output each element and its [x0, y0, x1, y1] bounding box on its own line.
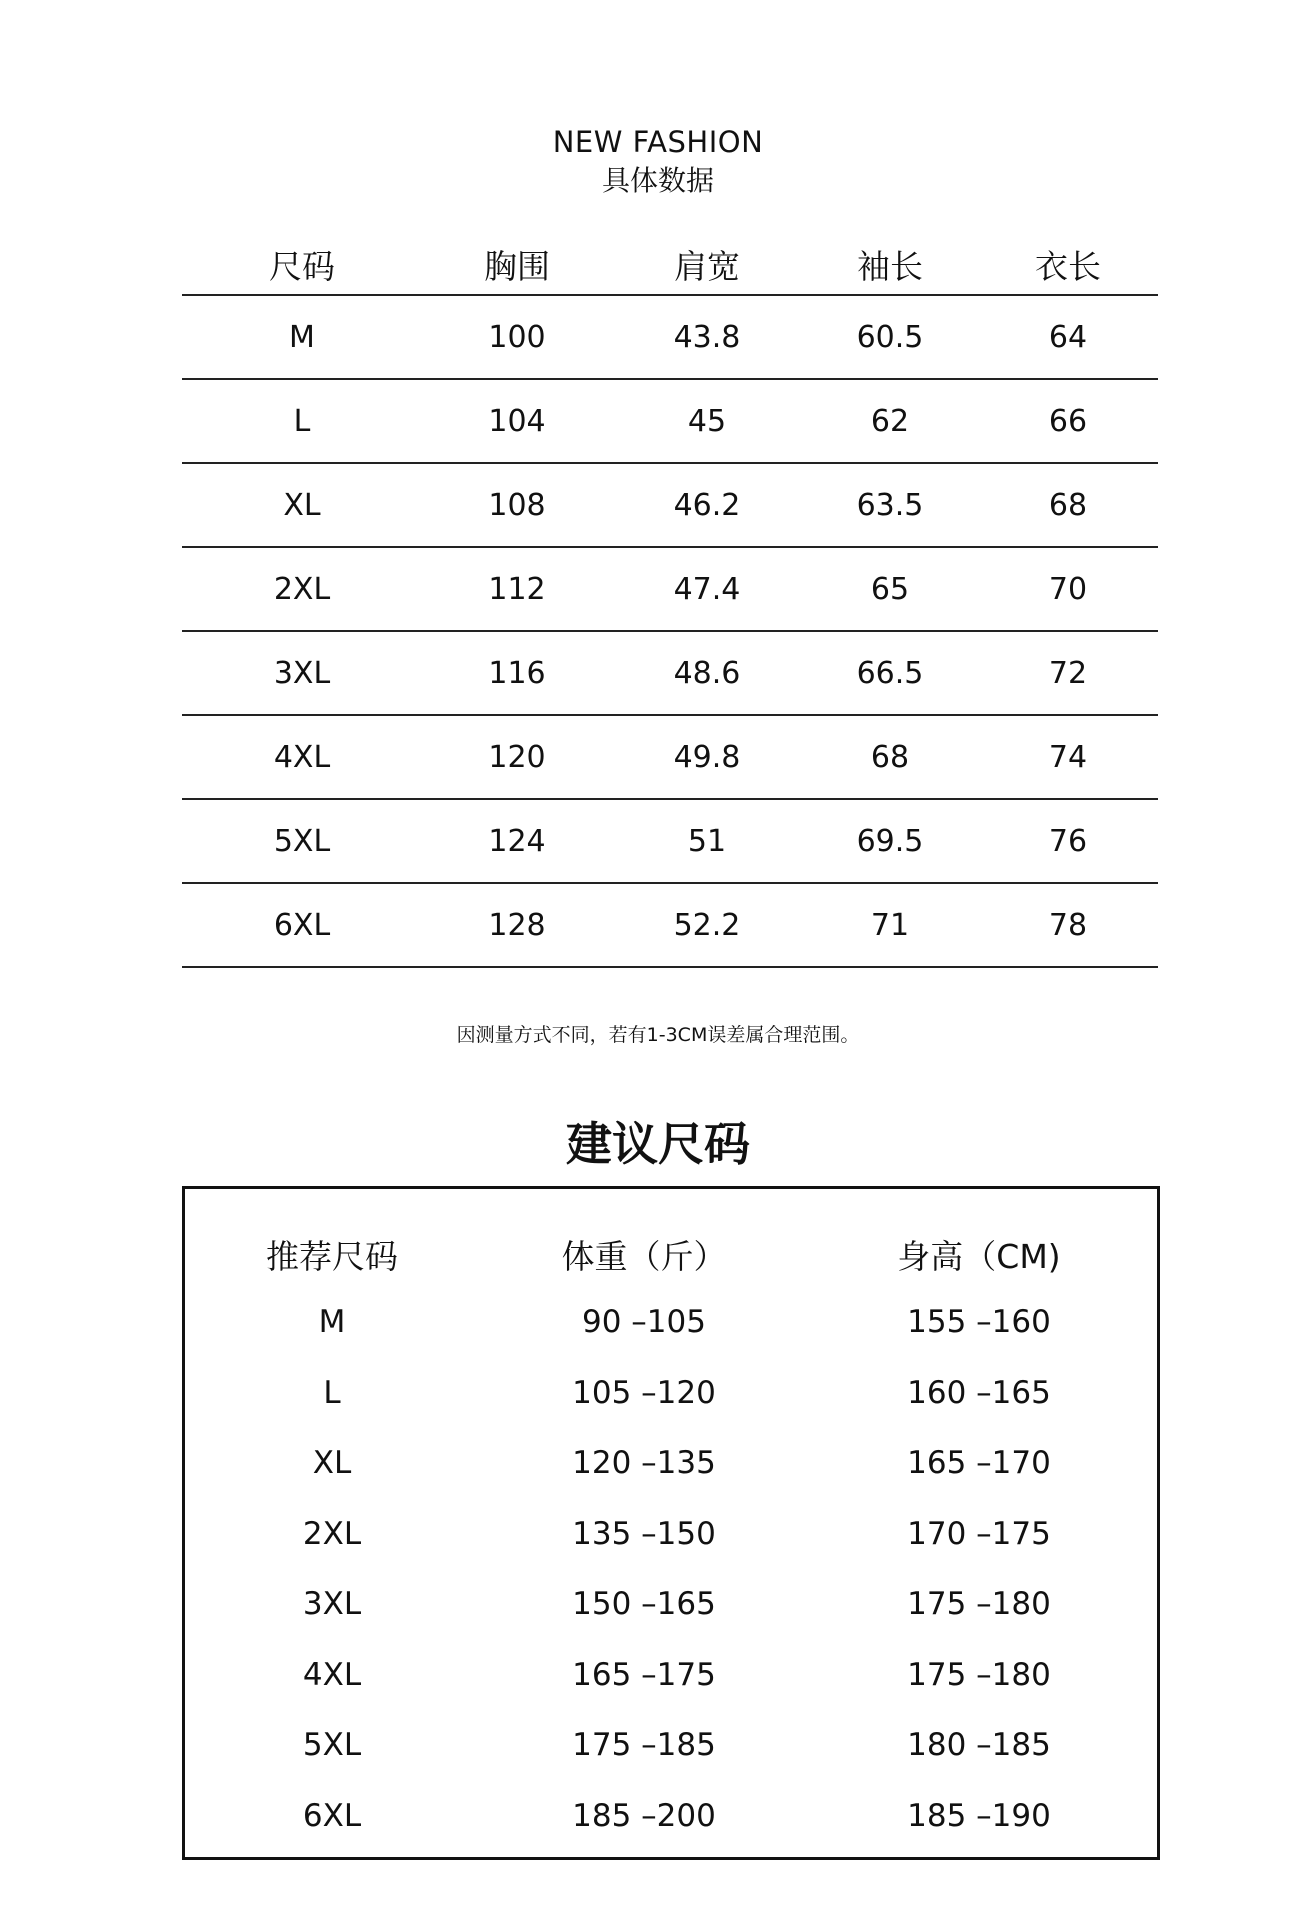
- recommend-table-header: [185, 1229, 1157, 1279]
- table-row: [182, 632, 1158, 716]
- cell-shoulder: 52.2: [673, 907, 741, 943]
- column-header-length: 衣长: [1035, 246, 1101, 286]
- cell-chest: 112: [488, 571, 546, 607]
- cell-size: 3XL: [273, 655, 331, 691]
- size-detail-table: [182, 234, 1158, 968]
- cell-size: XL: [283, 487, 321, 523]
- table-row: [185, 1720, 1157, 1770]
- cell-size: 2XL: [273, 571, 331, 607]
- cell-height-range: 170 –175: [907, 1515, 1051, 1552]
- table-row: [185, 1509, 1157, 1559]
- cell-chest: 104: [488, 403, 546, 439]
- cell-size: 5XL: [273, 823, 331, 859]
- cell-chest: 124: [488, 823, 546, 859]
- cell-shoulder: 49.8: [673, 739, 741, 775]
- table-row: [182, 884, 1158, 968]
- table-row: [185, 1438, 1157, 1488]
- cell-shoulder: 45: [687, 403, 727, 439]
- table-row: [185, 1579, 1157, 1629]
- cell-height-range: 185 –190: [907, 1797, 1051, 1834]
- cell-sleeve: 62: [870, 403, 910, 439]
- table-row: [182, 380, 1158, 464]
- cell-recommended-size: 5XL: [302, 1727, 362, 1763]
- cell-sleeve: 60.5: [856, 319, 924, 355]
- cell-sleeve: 71: [870, 907, 910, 943]
- column-header-height: 身高（CM): [897, 1236, 1061, 1276]
- cell-height-range: 165 –170: [907, 1445, 1051, 1481]
- cell-recommended-size: 6XL: [302, 1797, 362, 1834]
- cell-shoulder: 47.4: [673, 571, 741, 607]
- cell-height-range: 180 –185: [907, 1727, 1051, 1763]
- table-row: [185, 1791, 1157, 1841]
- cell-weight-range: 165 –175: [572, 1656, 716, 1693]
- cell-chest: 120: [488, 739, 546, 775]
- cell-height-range: 175 –180: [907, 1656, 1051, 1693]
- cell-height-range: 155 –160: [907, 1304, 1051, 1340]
- cell-length: 68: [1048, 487, 1088, 523]
- table-row: [182, 464, 1158, 548]
- cell-length: 66: [1048, 403, 1088, 439]
- cell-size: L: [293, 403, 311, 439]
- cell-weight-range: 150 –165: [572, 1586, 716, 1622]
- cell-height-range: 175 –180: [907, 1586, 1051, 1622]
- cell-chest: 128: [488, 907, 546, 943]
- cell-shoulder: 46.2: [673, 487, 741, 523]
- size-table-header: [182, 234, 1158, 296]
- cell-recommended-size: XL: [312, 1445, 352, 1481]
- cell-recommended-size: 4XL: [302, 1656, 362, 1693]
- cell-weight-range: 185 –200: [572, 1797, 716, 1834]
- cell-shoulder: 43.8: [673, 319, 741, 355]
- cell-sleeve: 68: [870, 739, 910, 775]
- cell-shoulder: 51: [687, 823, 727, 859]
- table-row: [185, 1650, 1157, 1700]
- cell-recommended-size: 3XL: [302, 1586, 362, 1622]
- cell-size: 6XL: [273, 907, 331, 943]
- table-row: [182, 716, 1158, 800]
- cell-length: 70: [1048, 571, 1088, 607]
- cell-weight-range: 135 –150: [572, 1515, 716, 1552]
- cell-recommended-size: L: [323, 1374, 341, 1411]
- cell-shoulder: 48.6: [673, 655, 741, 691]
- table-row: [182, 548, 1158, 632]
- column-header-chest: 胸围: [484, 246, 550, 286]
- cell-length: 64: [1048, 319, 1088, 355]
- cell-length: 78: [1048, 907, 1088, 943]
- cell-sleeve: 66.5: [856, 655, 924, 691]
- cell-weight-range: 90 –105: [582, 1304, 706, 1340]
- table-row: [182, 296, 1158, 380]
- brand-title: NEW FASHION: [552, 125, 764, 159]
- cell-length: 74: [1048, 739, 1088, 775]
- cell-length: 72: [1048, 655, 1088, 691]
- measurement-note: 因测量方式不同，若有1-3CM误差属合理范围。: [456, 1024, 860, 1046]
- column-header-shoulder: 肩宽: [674, 246, 740, 286]
- cell-sleeve: 69.5: [856, 823, 924, 859]
- cell-sleeve: 63.5: [856, 487, 924, 523]
- cell-size: M: [289, 319, 315, 355]
- size-table-body: [182, 296, 1158, 968]
- column-header-sleeve: 袖长: [857, 246, 923, 286]
- cell-height-range: 160 –165: [907, 1374, 1051, 1411]
- cell-weight-range: 175 –185: [572, 1727, 716, 1763]
- cell-length: 76: [1048, 823, 1088, 859]
- page-subtitle: 具体数据: [601, 164, 714, 197]
- cell-weight-range: 120 –135: [572, 1445, 716, 1481]
- recommend-table: [182, 1186, 1160, 1860]
- recommend-title: 建议尺码: [566, 1117, 750, 1171]
- table-row: [185, 1368, 1157, 1418]
- cell-chest: 108: [488, 487, 546, 523]
- cell-weight-range: 105 –120: [572, 1374, 716, 1411]
- cell-chest: 100: [488, 319, 546, 355]
- column-header-weight: 体重（斤）: [561, 1236, 727, 1276]
- table-row: [182, 800, 1158, 884]
- cell-recommended-size: M: [318, 1304, 346, 1340]
- cell-size: 4XL: [273, 739, 331, 775]
- cell-recommended-size: 2XL: [302, 1515, 362, 1552]
- column-header-recommended-size: 推荐尺码: [266, 1236, 398, 1276]
- table-row: [185, 1297, 1157, 1347]
- cell-chest: 116: [488, 655, 546, 691]
- column-header-size: 尺码: [269, 246, 335, 286]
- cell-sleeve: 65: [870, 571, 910, 607]
